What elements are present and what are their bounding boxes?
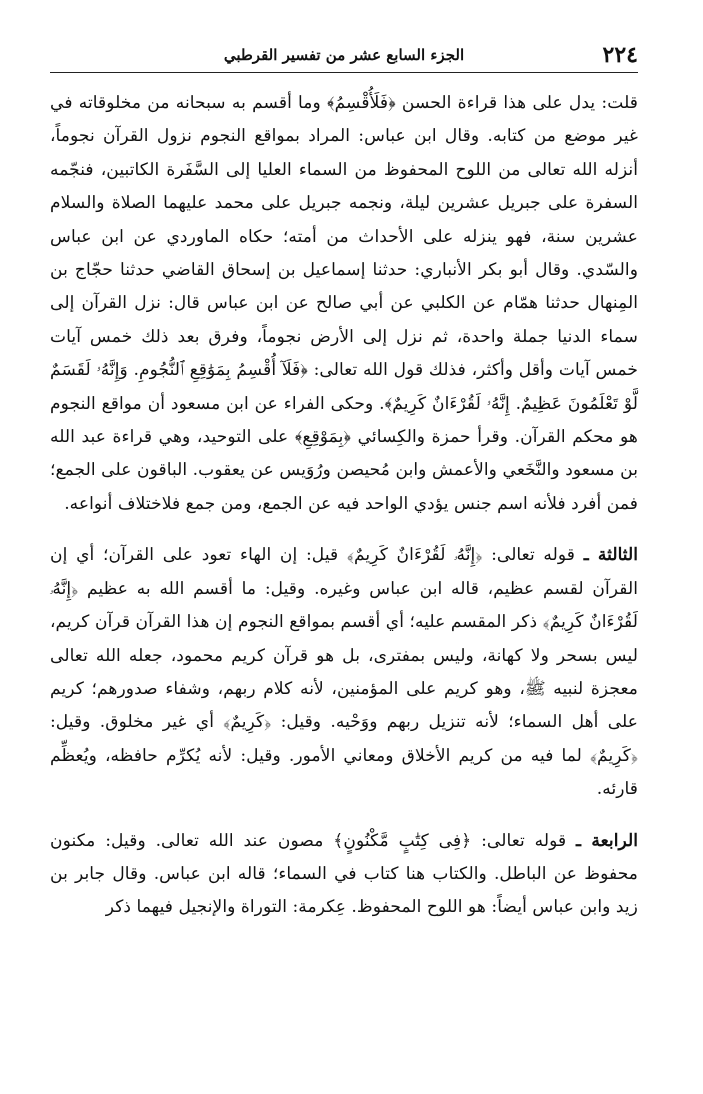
paragraph-1 — [50, 87, 638, 521]
paragraph-fourth-issue — [50, 825, 638, 925]
paragraph-text: قوله تعالى: ﴿إِنَّهُۥ لَقُرْءَانٌ كَرِيمٌ﴾ قيل: إن الهاء تعود على القرآن؛ أي إن القرآن لقسم عظيم، قاله ابن عباس وغيره. وقيل: ما أقسم الله به عظيم ﴿إِنَّهُۥ لَقُرْءَانٌ كَرِيمٌ﴾ ذكر المقسم عليه؛ أي أقسم بمواقع النجوم إن هذا القرآن قرآن كريم، ليس بسحر ولا كهانة، وليس بمفترى، بل هو قرآن كريم محمود، جعله الله تعالى معجزة لنبيه ﷺ، وهو كريم على المؤمنين، لأنه كلام ربهم، وشفاء صدورهم؛ كريم على أهل السماء؛ لأنه تنزيل ربهم ووَحْيه. وقيل: ﴿كَرِيمٌ﴾ أي غير مخلوق. وقيل: ﴿كَرِيمٌ﴾ لما فيه من كريم الأخلاق ومعاني الأمور. وقيل: لأنه يُكرِّم حافظه، ويُعظِّم قارئه. — [50, 545, 638, 800]
running-title: الجزء السابع عشر من تفسير القرطبي — [223, 46, 465, 64]
body-text — [50, 87, 638, 925]
paragraph-third-issue — [50, 539, 638, 806]
section-heading: الرابعة ـ — [576, 830, 638, 851]
section-heading: الثالثة ـ — [583, 545, 639, 566]
paragraph-text: قوله تعالى: ﴿فِى كِتَٰبٍ مَّكْنُونٍ﴾ مصون عند الله تعالى. وقيل: مكنون محفوظ عن الباطل. والكتاب هنا كتاب في السماء؛ قاله ابن عباس. وقال جابر بن زيد وابن عباس أيضاً: هو اللوح المحفوظ. عِكرمة: التوراة والإنجيل فيهما ذكر — [50, 830, 638, 918]
book-page — [50, 38, 638, 1068]
paragraph-text: قلت: يدل على هذا قراءة الحسن ﴿فَلَأُقْسِمُ﴾ وما أقسم به سبحانه من مخلوقاته في غير موضع من كتابه. وقال ابن عباس: المراد بمواقع النجوم نزول القرآن نجوماً، أنزله الله تعالى من اللوح المحفوظ من السماء العليا إلى السَّفَرة الكاتبين، فنجّمه السفرة على جبريل عشرين ليلة، ونجمه جبريل على محمد عليهما الصلاة والسلام عشرين سنة، فهو ينزله على الأحداث من أمته؛ حكاه الماوردي عن ابن عباس والسّدي. وقال أبو بكر الأنباري: حدثنا إسماعيل بن إسحاق القاضي حدثنا حجّاج بن المِنهال حدثنا همّام عن الكلبي عن أبي صالح عن ابن عباس قال: نزل القرآن إلى سماء الدنيا جملة واحدة، ثم نزل إلى الأرض نجوماً، وفرق بعد ذلك خمس آيات خمس آيات وأقل وأكثر، فذلك قول الله تعالى: ﴿فَلَآ أُقْسِمُ بِمَوَٰقِعِ ٱلنُّجُومِ. وَإِنَّهُۥ لَقَسَمٌ لَّوْ تَعْلَمُونَ عَظِيمٌ. إِنَّهُۥ لَقُرْءَانٌ كَرِيمٌ﴾. وحكى الفراء عن ابن مسعود أن مواقع النجوم هو محكم القرآن. وقرأ حمزة والكِسائي ﴿بِمَوْقِعِ﴾ على التوحيد، وهي قراءة عبد الله بن مسعود والنَّخَعي والأعمش وابن مُحيصن ورُوَيس عن يعقوب. الباقون على الجمع؛ فمن أفرد فلأنه اسم جنس يؤدي الواحد فيه عن الجمع، ومن جمع فلاختلاف أنواعه. — [50, 93, 638, 514]
page-header — [50, 38, 638, 73]
page-number: ٢٢٤ — [602, 42, 638, 68]
